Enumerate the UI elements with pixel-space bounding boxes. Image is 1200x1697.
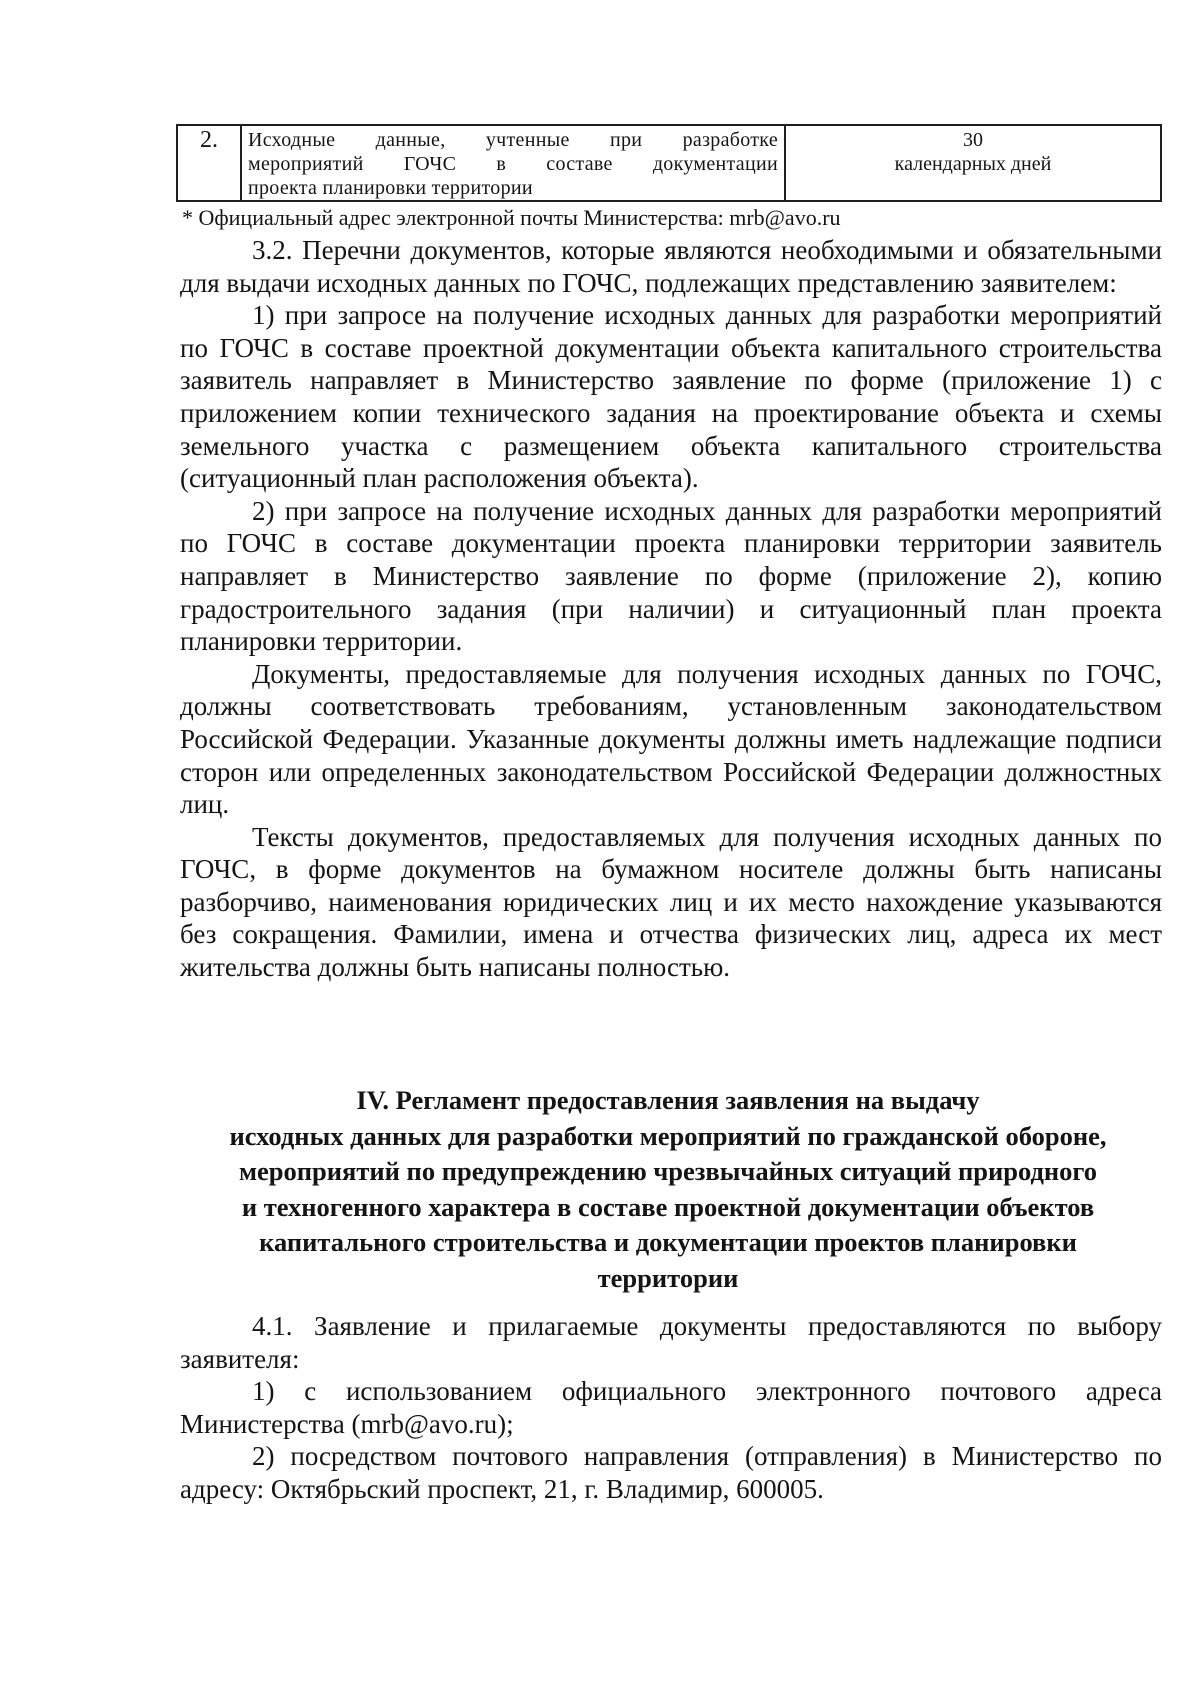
row-term-days: 30 xyxy=(963,129,983,151)
row-term-unit: календарных дней xyxy=(894,153,1052,175)
heading-line: и техногенного характера в составе проектной документации объектов xyxy=(241,1191,1095,1222)
section-4-heading xyxy=(170,1083,1166,1297)
heading-line: IV. Регламент предоставления заявления на выдачу xyxy=(356,1085,980,1115)
heading-line: территории xyxy=(597,1262,739,1293)
row-description xyxy=(241,125,785,201)
table-row xyxy=(177,125,1161,201)
row-description-line: Исходные данные, учтенные при разработке xyxy=(248,129,778,151)
row-number: 2. xyxy=(177,125,241,201)
row-description-line: мероприятий ГОЧС в составе документации xyxy=(248,153,778,175)
paragraph-documents-requirements: Документы, предоставляемые для получения исходных данных по ГОЧС, должны соответствовать требованиям, установленным законодательством Российской Федерации. Указанные документы должны иметь надлежащие подписи сторон или определенных законодательством Российской Федерации должностных лиц. xyxy=(180,658,1162,820)
paragraph-3-2-item-2: 2) при запросе на получение исходных данных для разработки мероприятий по ГОЧС в составе документации проекта планировки территории заявитель направляет в Министерство заявление по форме (приложение 2), копию градостроительного задания (при наличии) и ситуационный план проекта планировки территории. xyxy=(180,495,1162,657)
paragraph-documents-texts: Тексты документов, предоставляемых для получения исходных данных по ГОЧС, в форме документов на бумажном носителе должны быть написаны разборчиво, наименования юридических лиц и их место нахождение указываются без сокращения. Фамилии, имена и отчества физических лиц, адреса их мест жительства должны быть написаны полностью. xyxy=(180,821,1162,983)
paragraph-4-1-item-2: 2) посредством почтового направления (отправления) в Министерство по адресу: Октябрьский проспект, 21, г. Владимир, 600005. xyxy=(180,1441,1162,1504)
heading-line: мероприятий по предупреждению чрезвычайных ситуаций природного xyxy=(238,1156,1098,1187)
heading-line: исходных данных для разработки мероприятий по гражданской обороне, xyxy=(229,1120,1107,1151)
row-description-line: проекта планировки территории xyxy=(248,177,533,199)
paragraph-3-2-item-1: 1) при запросе на получение исходных данных для разработки мероприятий по ГОЧС в составе проектной документации объекта капитального строительства заявитель направляет в Министерство заявление по форме (приложение 1) с приложением копии технического задания на проектирование объекта и схемы земельного участка с размещением объекта капитального строительства (ситуационный план расположения объекта). xyxy=(180,300,1162,494)
paragraph-4-1: 4.1. Заявление и прилагаемые документы предоставляются по выбору заявителя: xyxy=(180,1311,1162,1374)
section-4-text xyxy=(180,1310,1162,1506)
row-term xyxy=(785,125,1161,201)
paragraph-4-1-item-1: 1) с использованием официального электронного почтового адреса Министерства (mrb@avo.ru); xyxy=(180,1376,1162,1439)
heading-line: капитального строительства и документации проектов планировки xyxy=(259,1227,1077,1258)
email-footnote: * Официальный адрес электронной почты Министерства: mrb@avo.ru xyxy=(182,205,841,230)
deadlines-table xyxy=(176,124,1162,202)
paragraph-3-2: 3.2. Перечни документов, которые являются необходимыми и обязательными для выдачи исходных данных по ГОЧС, подлежащих представлению заявителем: xyxy=(180,235,1162,298)
section-3-text xyxy=(180,234,1162,984)
